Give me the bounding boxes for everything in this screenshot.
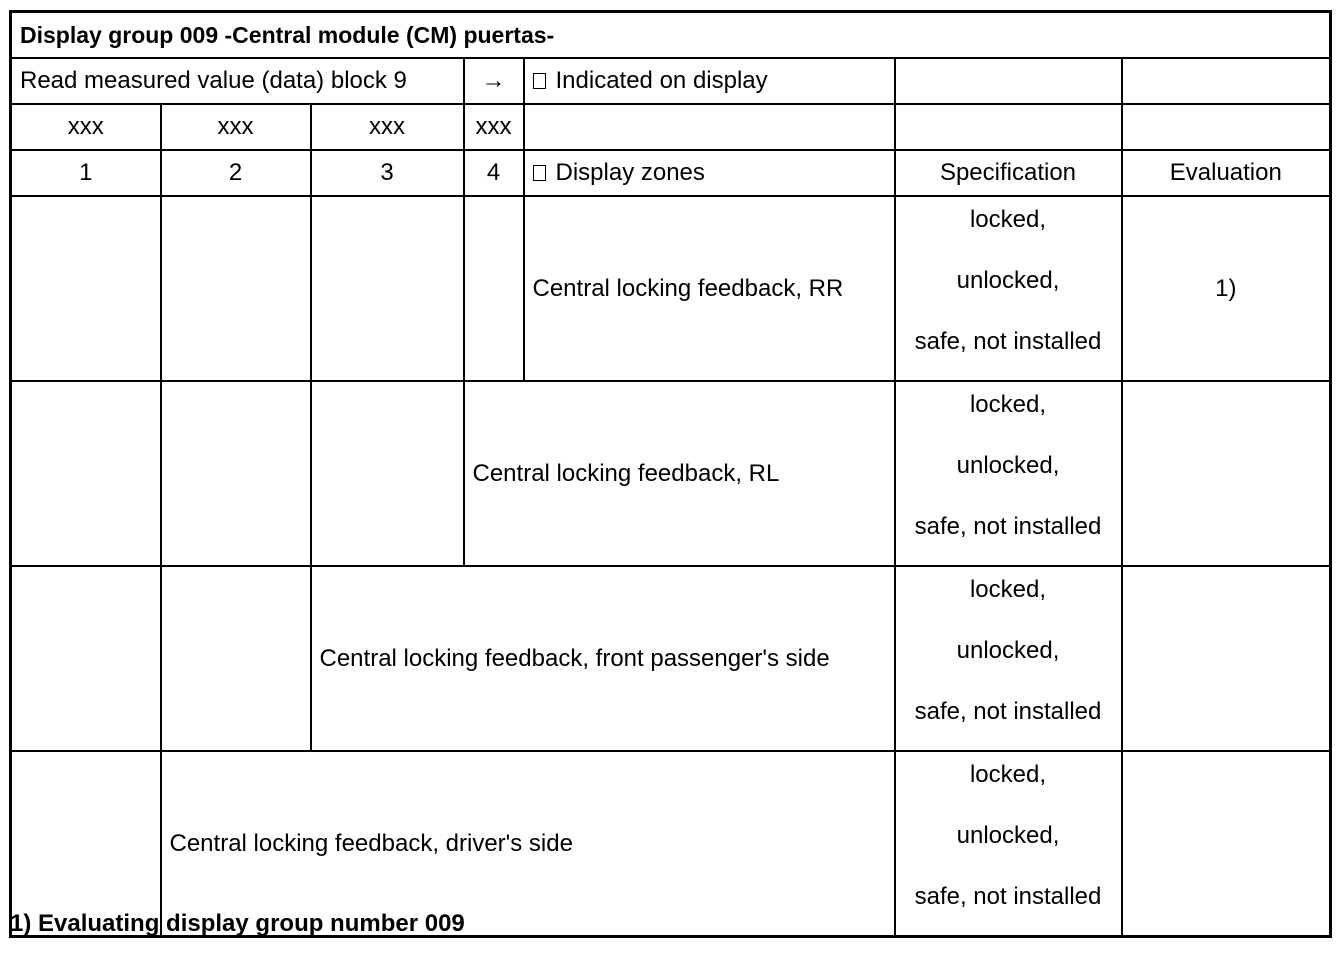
empty-cell [11, 381, 161, 566]
read-block-row [11, 58, 1331, 104]
spec-value: unlocked, [956, 822, 1060, 849]
title-row [11, 12, 1331, 59]
header-row [11, 150, 1331, 196]
indicated-on-display-cell [524, 58, 895, 104]
read-block-label: Read measured value (data) block 9 [11, 58, 464, 104]
zone-label-rl: Central locking feedback, RL [464, 381, 895, 566]
display-group-title: Display group 009 -Central module (CM) puertas- [11, 12, 1331, 59]
zone-row-driver [11, 751, 1331, 937]
xxx-field-1: xxx [11, 104, 161, 150]
zone-row-rr [11, 196, 1331, 381]
spec-value: unlocked, [956, 452, 1060, 479]
checkbox-square-icon [533, 165, 546, 181]
zone-row-rl [11, 381, 1331, 566]
evaluation-rl [1122, 381, 1331, 566]
evaluation-driver [1122, 751, 1331, 937]
spec-value: safe, not installed [914, 883, 1102, 910]
checkbox-square-icon [533, 73, 546, 89]
indicated-on-display-label: Indicated on display [555, 67, 768, 94]
empty-cell [161, 381, 311, 566]
spec-value: locked, [969, 206, 1047, 233]
spec-rl [895, 381, 1122, 566]
empty-cell [1122, 58, 1331, 104]
spec-value: locked, [969, 761, 1047, 788]
xxx-row [11, 104, 1331, 150]
display-zones-label: Display zones [555, 159, 705, 186]
field-number-1: 1 [11, 150, 161, 196]
xxx-field-4: xxx [464, 104, 524, 150]
measured-value-table [9, 10, 1332, 938]
spec-value: safe, not installed [914, 513, 1102, 540]
spec-value: unlocked, [956, 637, 1060, 664]
specification-header: Specification [895, 150, 1122, 196]
field-number-4: 4 [464, 150, 524, 196]
empty-cell [464, 196, 524, 381]
field-number-3: 3 [311, 150, 464, 196]
empty-cell [895, 58, 1122, 104]
empty-cell [1122, 104, 1331, 150]
field-number-2: 2 [161, 150, 311, 196]
zone-label-driver: Central locking feedback, driver's side [161, 751, 895, 937]
xxx-field-3: xxx [311, 104, 464, 150]
spec-value: safe, not installed [914, 698, 1102, 725]
zone-row-front-passenger [11, 566, 1331, 751]
xxx-field-2: xxx [161, 104, 311, 150]
spec-value: unlocked, [956, 267, 1060, 294]
footnote: 1) Evaluating display group number 009 [10, 910, 465, 937]
spec-value: locked, [969, 391, 1047, 418]
spec-rr [895, 196, 1122, 381]
spec-driver [895, 751, 1122, 937]
empty-cell [311, 196, 464, 381]
evaluation-header: Evaluation [1122, 150, 1331, 196]
empty-cell [895, 104, 1122, 150]
evaluation-front-passenger [1122, 566, 1331, 751]
spec-value: locked, [969, 576, 1047, 603]
empty-cell [311, 381, 464, 566]
spec-front-passenger [895, 566, 1122, 751]
spec-value: safe, not installed [914, 328, 1102, 355]
empty-cell [524, 104, 895, 150]
empty-cell [161, 196, 311, 381]
display-zones-cell [524, 150, 895, 196]
empty-cell [11, 196, 161, 381]
evaluation-rr: 1) [1122, 196, 1331, 381]
zone-label-rr: Central locking feedback, RR [524, 196, 895, 381]
zone-label-front-passenger: Central locking feedback, front passenger's side [311, 566, 895, 751]
empty-cell [11, 751, 161, 937]
arrow-icon: → [464, 58, 524, 104]
empty-cell [11, 566, 161, 751]
empty-cell [161, 566, 311, 751]
